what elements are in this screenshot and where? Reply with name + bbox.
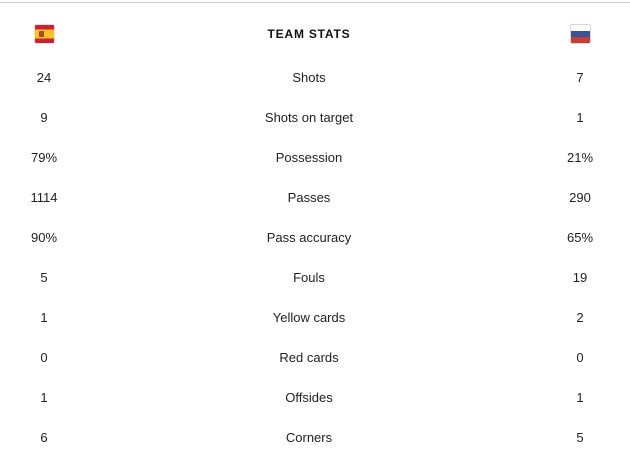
away-stat-value: 2: [576, 309, 584, 325]
home-value-cell: [0, 111, 88, 124]
stat-label-cell: [88, 311, 530, 324]
stats-title: TEAM STATS: [267, 26, 351, 41]
home-flag-cell: [0, 25, 88, 43]
home-stat-value: 1: [40, 389, 48, 405]
away-value-cell: [530, 431, 630, 444]
away-stat-value: 0: [576, 349, 584, 365]
stat-label: Fouls: [293, 269, 325, 285]
away-stat-value: 1: [576, 109, 584, 125]
home-stat-value: 5: [40, 269, 48, 285]
stat-row: [0, 217, 630, 257]
stats-header-row: [0, 3, 630, 57]
stat-label-cell: [88, 351, 530, 364]
stat-row: [0, 377, 630, 417]
stats-title-cell: [88, 27, 530, 41]
home-stat-value: 9: [40, 109, 48, 125]
away-value-cell: [530, 151, 630, 164]
stat-label: Yellow cards: [272, 309, 346, 325]
away-value-cell: [530, 231, 630, 244]
stat-label-cell: [88, 71, 530, 84]
home-value-cell: [0, 351, 88, 364]
stat-label: Corners: [285, 429, 333, 445]
home-stat-value: 79%: [30, 149, 58, 165]
stat-label-cell: [88, 111, 530, 124]
away-value-cell: [530, 311, 630, 324]
away-value-cell: [530, 191, 630, 204]
home-stat-value: 24: [36, 69, 52, 85]
away-value-cell: [530, 391, 630, 404]
home-stat-value: 1114: [30, 189, 58, 205]
away-value-cell: [530, 351, 630, 364]
stat-row: [0, 257, 630, 297]
home-value-cell: [0, 271, 88, 284]
stat-label: Shots: [292, 69, 326, 85]
stat-rows: [0, 57, 630, 457]
stat-label: Offsides: [285, 389, 333, 405]
stat-label: Pass accuracy: [266, 229, 352, 245]
stat-label: Shots on target: [264, 109, 354, 125]
stat-row: [0, 337, 630, 377]
stat-label-cell: [88, 271, 530, 284]
home-value-cell: [0, 311, 88, 324]
stat-label: Passes: [287, 189, 331, 205]
home-stat-value: 0: [40, 349, 48, 365]
stat-row: [0, 177, 630, 217]
home-stat-value: 1: [40, 309, 48, 325]
home-value-cell: [0, 151, 88, 164]
stat-label-cell: [88, 191, 530, 204]
away-value-cell: [530, 111, 630, 124]
away-stat-value: 7: [576, 69, 584, 85]
home-value-cell: [0, 191, 88, 204]
team-stats-panel: [0, 2, 630, 457]
home-stat-value: 90%: [30, 229, 58, 245]
stat-row: [0, 417, 630, 457]
home-value-cell: [0, 71, 88, 84]
away-value-cell: [530, 271, 630, 284]
stat-label-cell: [88, 231, 530, 244]
away-stat-value: 1: [576, 389, 584, 405]
stat-row: [0, 97, 630, 137]
russia-flag-icon: [571, 25, 590, 43]
stat-label: Red cards: [279, 349, 339, 365]
away-flag-cell: [530, 25, 630, 43]
away-stat-value: 19: [572, 269, 588, 285]
stat-row: [0, 57, 630, 97]
away-value-cell: [530, 71, 630, 84]
stat-row: [0, 297, 630, 337]
home-value-cell: [0, 231, 88, 244]
stat-label-cell: [88, 431, 530, 444]
home-value-cell: [0, 391, 88, 404]
stat-row: [0, 137, 630, 177]
away-stat-value: 5: [576, 429, 584, 445]
away-stat-value: 290: [569, 189, 591, 205]
home-stat-value: 6: [40, 429, 48, 445]
home-value-cell: [0, 431, 88, 444]
away-stat-value: 21%: [566, 149, 594, 165]
away-stat-value: 65%: [566, 229, 594, 245]
stat-label-cell: [88, 151, 530, 164]
stat-label-cell: [88, 391, 530, 404]
spain-flag-icon: [35, 25, 54, 43]
stat-label: Possession: [275, 149, 343, 165]
